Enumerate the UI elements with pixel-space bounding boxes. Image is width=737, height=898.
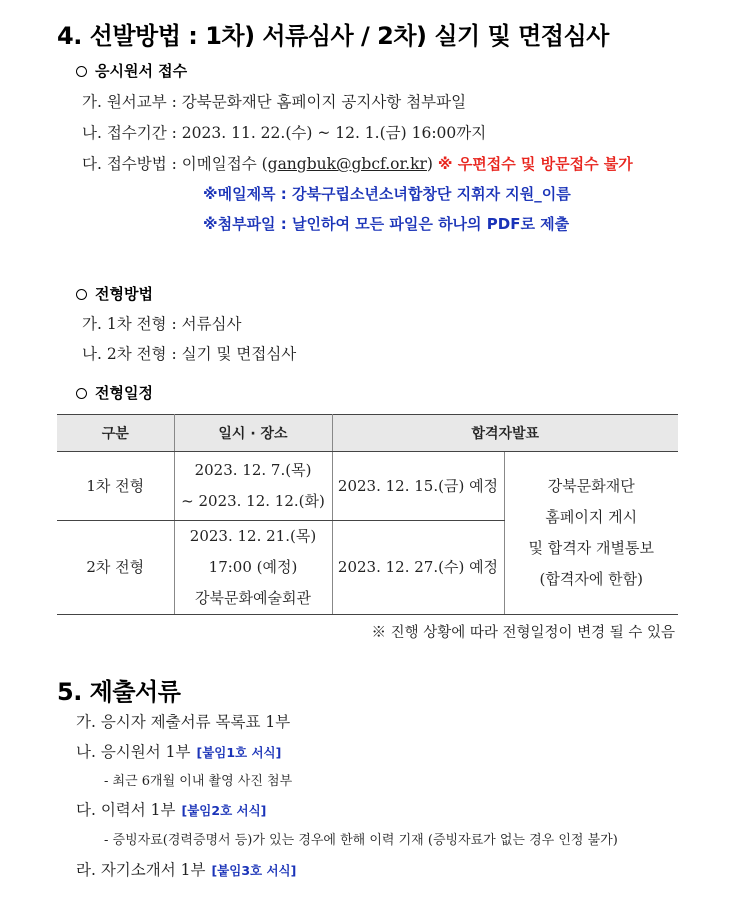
attachment-note: ※첨부파일 : 날인하여 모든 파일은 하나의 PDF로 제출 [203, 215, 570, 233]
row1-announcement: 2023. 12. 15.(금) 예정 [332, 452, 504, 521]
doc-item-2-note: - 최근 6개월 이내 촬영 사진 첨부 [104, 774, 293, 789]
application-heading [76, 60, 187, 81]
schedule-note: ※ 진행 상황에 따라 전형일정이 변경 될 수 있음 [371, 625, 675, 641]
method-suffix: ) [426, 155, 433, 173]
schedule-heading [76, 382, 153, 403]
email-link[interactable]: gangbuk@gbcf.or.kr [267, 155, 427, 173]
table-header-datetime: 일시 · 장소 [174, 415, 332, 452]
form-tag: [붙임1호 서식] [196, 745, 282, 760]
table-header-stage: 구분 [57, 415, 174, 452]
selection-heading-text: 전형방법 [95, 285, 153, 303]
doc-item-2 [76, 740, 281, 762]
circle-bullet-icon [76, 289, 87, 300]
doc-item-4 [76, 858, 296, 880]
row1-datetime-line1: 2023. 12. 7.(목) [194, 461, 312, 479]
row2-datetime-line3: 강북문화예술회관 [195, 589, 311, 607]
row2-announcement: 2023. 12. 27.(수) 예정 [332, 521, 504, 615]
doc-item-3-note: - 증빙자료(경력증명서 등)가 있는 경우에 한해 이력 기재 (증빙자료가 없는 경우 인정 불가) [104, 833, 618, 848]
row1-stage: 1차 전형 [57, 452, 174, 521]
doc-item-4-text: 라. 자기소개서 1부 [76, 861, 206, 879]
application-heading-text: 응시원서 접수 [95, 62, 188, 80]
application-period: 나. 접수기간 : 2023. 11. 22.(수) ~ 12. 1.(금) 16:00까지 [82, 124, 487, 142]
table-row [57, 452, 678, 521]
method-prefix: 다. 접수방법 : 이메일접수 ( [82, 155, 268, 173]
doc-item-3 [76, 798, 266, 820]
doc-item-1: 가. 응시자 제출서류 목록표 1부 [76, 713, 291, 731]
publication-line: (합격자에 한함) [539, 570, 643, 588]
application-method [82, 152, 633, 174]
method-warning: ※ 우편접수 및 방문접수 불가 [437, 155, 633, 173]
publication-line: 강북문화재단 [547, 477, 635, 495]
selection-first: 가. 1차 전형 : 서류심사 [82, 315, 242, 333]
row2-stage: 2차 전형 [57, 521, 174, 615]
form-tag: [붙임2호 서식] [181, 803, 267, 818]
table-header-row [57, 415, 678, 452]
circle-bullet-icon [76, 388, 87, 399]
doc-item-2-text: 나. 응시원서 1부 [76, 743, 191, 761]
form-tag: [붙임3호 서식] [211, 863, 297, 878]
row2-datetime-line1: 2023. 12. 21.(목) [189, 527, 317, 545]
table-header-announcement: 합격자발표 [332, 415, 678, 452]
application-distribution: 가. 원서교부 : 강북문화재단 홈페이지 공지사항 첨부파일 [82, 93, 467, 111]
section4-title: 4. 선발방법 : 1차) 서류심사 / 2차) 실기 및 면접심사 [57, 22, 609, 50]
selection-second: 나. 2차 전형 : 실기 및 면접심사 [82, 345, 297, 363]
publication-line: 홈페이지 게시 [545, 508, 638, 526]
row1-datetime-line2: ~ 2023. 12. 12.(화) [181, 492, 325, 510]
doc-item-3-text: 다. 이력서 1부 [76, 801, 176, 819]
mail-subject-note: ※메일제목 : 강북구립소년소녀합창단 지휘자 지원_이름 [203, 185, 571, 203]
publication-method [504, 452, 678, 615]
schedule-table [57, 414, 678, 615]
selection-heading [76, 283, 153, 304]
schedule-heading-text: 전형일정 [95, 384, 153, 402]
row1-datetime [174, 452, 332, 521]
section5-title: 5. 제출서류 [57, 678, 181, 706]
circle-bullet-icon [76, 66, 87, 77]
row2-datetime-line2: 17:00 (예정) [208, 558, 298, 576]
row2-datetime [174, 521, 332, 615]
publication-line: 및 합격자 개별통보 [528, 539, 654, 557]
